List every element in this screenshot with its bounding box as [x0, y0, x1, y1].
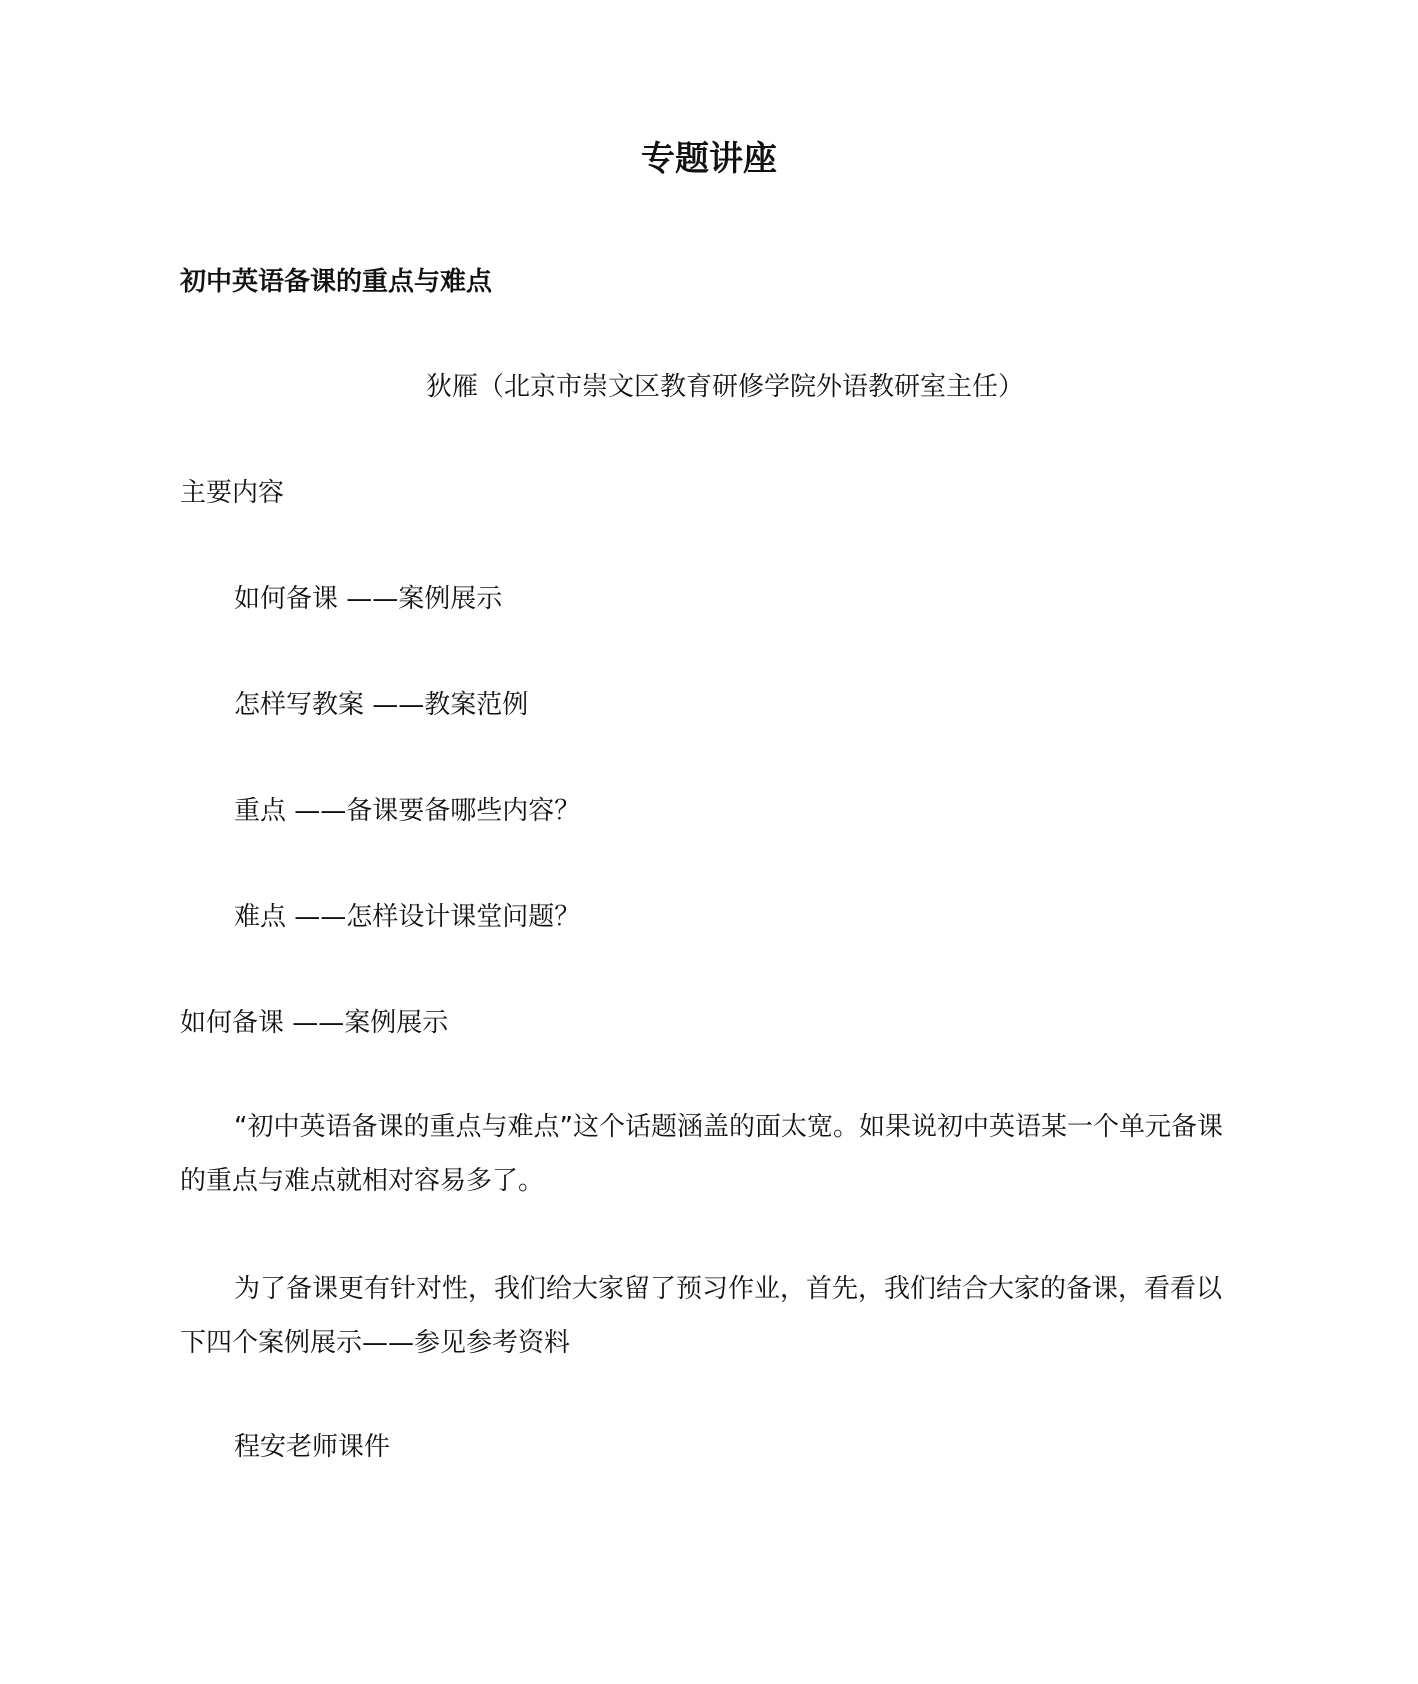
outline-item: 怎样写教案 ——教案范例 — [234, 690, 529, 720]
outline-item: 重点 ——备课要备哪些内容？ — [234, 796, 581, 826]
lecture-subtitle: 初中英语备课的重点与难点 — [180, 267, 493, 297]
outline-item: 难点 ——怎样设计课堂问题？ — [234, 902, 581, 932]
body-paragraph: “初中英语备课的重点与难点”这个话题涵盖的面太宽。如果说初中英语某一个单元备课的重点与难点就相对容易多了。 — [180, 1112, 1223, 1196]
case-item: 程安老师课件 — [234, 1432, 391, 1462]
outline-heading: 主要内容 — [180, 478, 285, 508]
body-paragraph: 为了备课更有针对性，我们给大家留了预习作业，首先，我们结合大家的备课，看看以下四个案例展示——参见参考资料 — [180, 1274, 1223, 1358]
section-heading: 如何备课 ——案例展示 — [180, 1008, 449, 1038]
outline-item: 如何备课 ——案例展示 — [234, 584, 503, 614]
document-title: 专题讲座 — [641, 139, 777, 179]
author-line: 狄雁（北京市崇文区教育研修学院外语教研室主任） — [426, 372, 1025, 402]
